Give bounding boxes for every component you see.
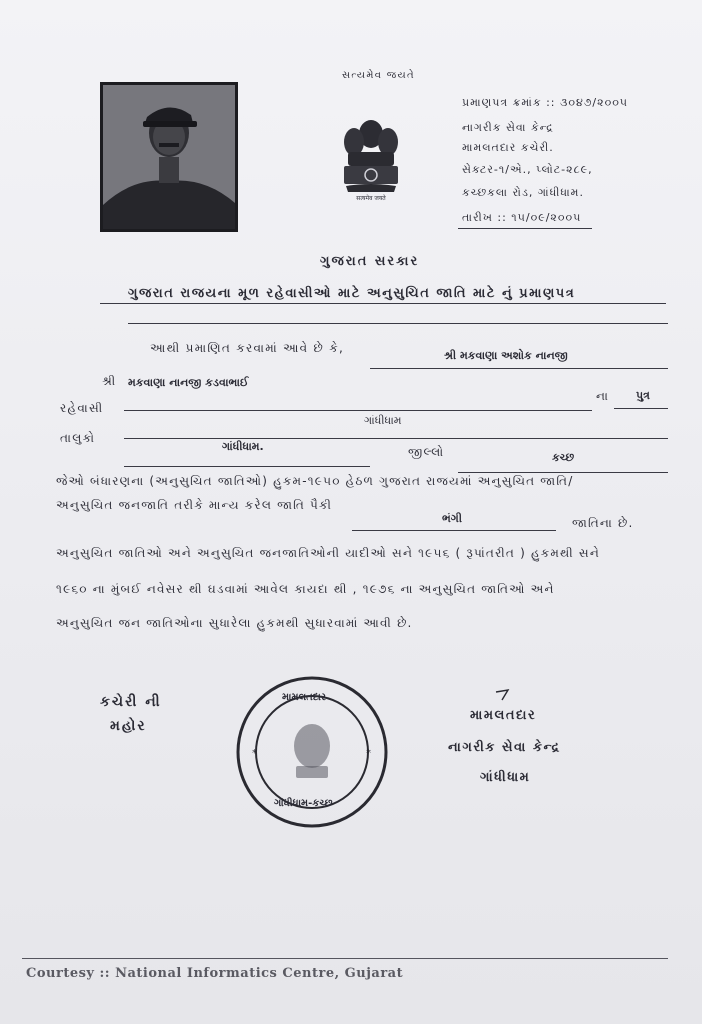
applicant-photo [100, 82, 238, 232]
signatory-office: નાગરીક સેવા કેન્દ્ર [448, 740, 561, 755]
resident-line [124, 438, 668, 439]
shri-label: શ્રી [102, 374, 117, 388]
applicant-photo-image [103, 85, 235, 229]
issuing-government: ગુજરાત સરકાર [320, 254, 420, 269]
signatory-designation: મામલતદાર [470, 708, 537, 723]
subtitle-rule-top [100, 303, 666, 304]
office-address-line2: કચ્છકલા રોડ, ગાંધીધામ. [462, 186, 584, 199]
holder-name-value: શ્રી મકવાણા અશોક નાનજી [444, 349, 568, 362]
date-underline [458, 228, 592, 229]
footer-courtesy: Courtesy :: National Informatics Centre, Gujarat [26, 966, 404, 981]
father-name-value: મકવાણા નાનજી કડવાભાઈ [128, 376, 249, 389]
office-department: મામલતદાર કચેરી. [462, 141, 554, 154]
subtitle-rule-bottom [128, 323, 668, 324]
emblem-icon [338, 112, 404, 208]
caste-value: ભંગી [442, 512, 462, 525]
relation-value: પુત્ર [636, 389, 650, 402]
taluka-label: તાલુકો [60, 431, 96, 445]
taluka-value: ગાંધીધામ. [222, 440, 264, 453]
paragraph-line-5: અનુસુચિત જન જાતિઓના સુધારેલા હુકમથી સુધારવામાં આવી છે. [56, 616, 413, 630]
office-address-line1: સેક્ટર-૧/એ., પ્લોટ-૨૮૯, [462, 163, 593, 176]
paragraph-line-4: ૧૯૬૦ ના મુંબઈ નવેસર થી ઘડવામાં આવેલ કાયદા થી , ૧૯૭૬ ના અનુસુચિત જાતિઓ અને [56, 582, 555, 596]
father-name-line [124, 410, 592, 411]
office-stamp [234, 674, 390, 830]
certificate-number: પ્રમાણપત્ર ક્રમાંક :: ૩૦૪૭/૨૦૦૫ [462, 96, 629, 109]
relation-line [614, 408, 668, 409]
motto-text: સત્યમેવ જયતે [342, 70, 415, 81]
resident-value: ગાંધીધામ [364, 414, 402, 427]
footer-rule [22, 958, 668, 959]
district-line [458, 472, 668, 473]
certificate-date: તારીખ :: ૧૫/૦૯/૨૦૦૫ [462, 211, 582, 224]
svg-text:*: * [366, 748, 371, 759]
resident-label: રહેવાસી [60, 401, 104, 415]
office-name: નાગરીક સેવા કેન્દ્ર [462, 121, 554, 134]
emblem-caption: सत्यमेव जयते [356, 195, 386, 202]
office-seal-label-2: મહોર [110, 718, 147, 734]
signature-mark [494, 688, 524, 706]
certify-label: આથી પ્રમાણિત કરવામાં આવે છે કે, [150, 341, 345, 355]
holder-name-line [370, 368, 668, 369]
office-seal-label-1: કચેરી ની [100, 694, 162, 710]
paragraph-line-3: અનુસુચિત જાતિઓ અને અનુસુચિત જનજાતિઓની યાદીઓ સને ૧૯૫૬ ( રૂપાંતરીત ) હુકમથી સને [56, 546, 600, 560]
paragraph-line-2: અનુસુચિત જનજાતિ તરીકે માન્ય કરેલ જાતિ પૈકી [56, 498, 333, 512]
paragraph-line-1: જેઓ બંધારણના (અનુસુચિત જાતિઓ) હુકમ-૧૯૫૦ હેઠળ ગુજરાત રાજયમાં અનુસુચિત જાતિ/ [56, 474, 574, 488]
district-value: કચ્છ [552, 451, 575, 464]
caste-suffix: જાતિના છે. [572, 516, 634, 530]
stamp-bottom-text: ગાંધીધામ-કચ્છ [274, 798, 333, 809]
certificate-title: ગુજરાત રાજયના મૂળ રહેવાસીઓ માટે અનુસુચિત જાતિ માટે નું પ્રમાણપત્ર [128, 286, 576, 301]
signatory-location: ગાંધીધામ [480, 770, 531, 785]
taluka-line [124, 466, 370, 467]
stamp-top-text: મામલતદાર [282, 692, 326, 703]
caste-line [352, 530, 556, 531]
svg-text:*: * [252, 748, 257, 759]
of-label: ના [596, 389, 610, 403]
district-label: જીલ્લો [408, 445, 445, 459]
